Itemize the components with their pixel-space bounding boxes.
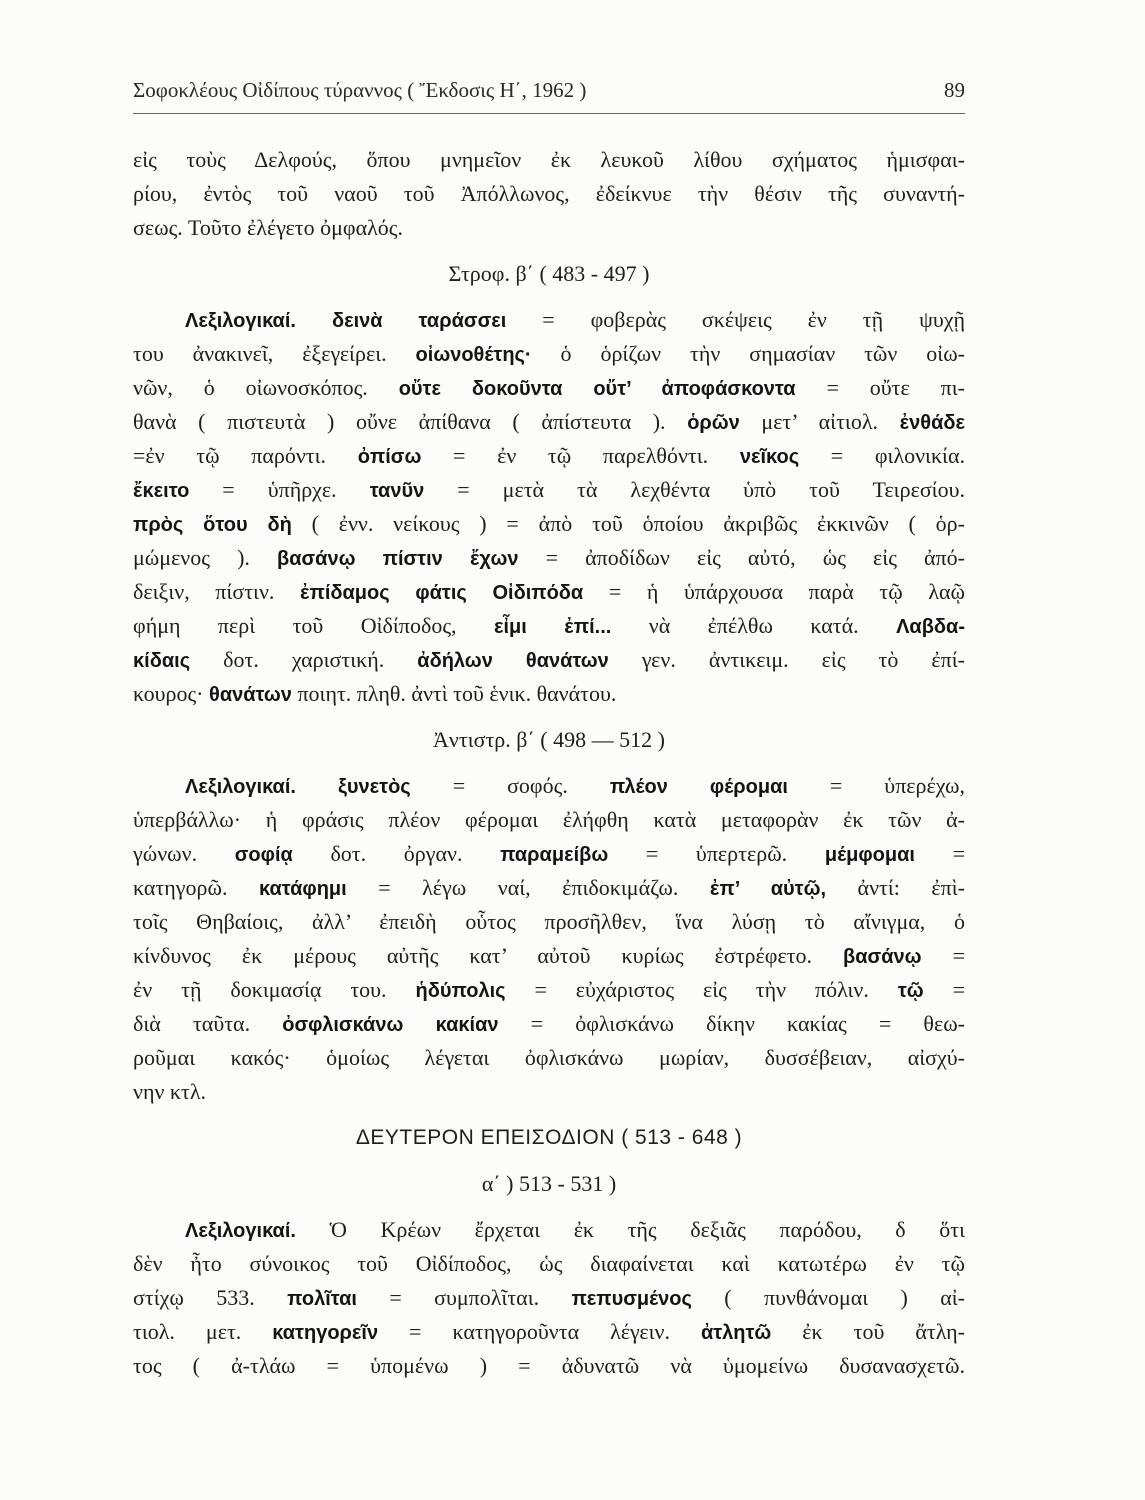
text-line (133, 609, 965, 643)
text-line (133, 643, 965, 677)
text-run: ( πυνθάνομαι ) αἰ- (691, 1285, 965, 1310)
text-run: στίχῳ 533. (133, 1285, 288, 1310)
text-line (133, 473, 965, 507)
text-run: νὰ ἐπέλθω κατά. (611, 613, 897, 638)
bold-term: ἐνθάδε (899, 412, 965, 434)
text-line (133, 871, 965, 905)
text-run: = ἐν τῷ παρελθόντι. (421, 443, 740, 468)
text-line (133, 211, 965, 245)
text-run: = (921, 943, 965, 968)
section-heading: α΄ ) 513 - 531 ) (481, 1171, 617, 1196)
text-run: = ἡ ὑπάρχουσα παρὰ τῷ λαῷ (583, 579, 965, 604)
bold-term: Λαβδα- (896, 616, 965, 638)
text-run: = σοφός. (410, 773, 610, 798)
bold-term: βασάνῳ πίστιν ἔχων (276, 548, 519, 570)
text-line (133, 1315, 965, 1349)
text-line (133, 405, 965, 439)
bold-term: εἶμι ἐπί... (493, 616, 612, 638)
text-run: δειξιν, πίστιν. (133, 579, 301, 604)
text-run: = κατηγοροῦντα λέγειν. (378, 1319, 701, 1344)
text-line (133, 1349, 965, 1383)
text-line (133, 1247, 965, 1281)
text-run: κουρος· (133, 681, 210, 706)
text-run: = (914, 841, 966, 866)
text-line (133, 1281, 965, 1315)
episode-heading: ΔΕΥΤΕΡΟΝ ΕΠΕΙΣΟΔΙΟΝ ( 513 - 648 ) (355, 1126, 743, 1149)
bold-term: κατηγορεῖν (272, 1322, 379, 1344)
bold-term: ὀπίσω (357, 446, 422, 468)
text-run: εἰς τοὺς Δελφούς, ὅπου μνημεῖον ἐκ λευκοῦ λίθου σχήματος ἡμισφαι- (133, 147, 965, 172)
bold-term: παραμείβω (500, 844, 609, 866)
text-run: τιολ. μετ. (133, 1319, 273, 1344)
text-run: μετ’ αἰτιολ. (739, 409, 900, 434)
running-header (133, 78, 965, 114)
bold-term: πολῖται (287, 1288, 357, 1310)
text-run: = οὔτε πι- (795, 375, 965, 400)
text-run: ἀντί: ἐπὶ- (826, 875, 965, 900)
bold-term: πρὸς ὅτου δὴ (133, 514, 292, 536)
bold-term: οἰωνοθέτης· (415, 344, 532, 366)
bold-term: κατάφημι (258, 878, 347, 900)
bold-term: ὀσφλισκάνω κακίαν (282, 1014, 499, 1036)
page-body (133, 143, 965, 1383)
text-run: =ἐν τῷ παρόντι. (133, 443, 358, 468)
text-line (133, 1075, 965, 1109)
text-run: δὲν ἦτο σύνοικος τοῦ Οἰδίποδος, ὡς διαφαίνεται καὶ κατωτέρω ἐν τῷ (133, 1251, 965, 1276)
bold-term: κίδαις (133, 650, 191, 672)
text-run: θανὰ ( πιστευτὰ ) οὔνε ἀπίθανα ( ἀπίστευτα ). (133, 409, 688, 434)
text-line (133, 939, 965, 973)
text-run: δοτ. χαριστική. (190, 647, 418, 672)
text-line (133, 677, 965, 711)
running-title: Σοφοκλέους Οἰδίπους τύραννος ( Ἔκδοσις Η΄, 1962 ) (133, 78, 587, 102)
text-run: του ἀνακινεῖ, ἐξεγείρει. (133, 341, 416, 366)
text-run: ὁ ὁρίζων τὴν σημασίαν τῶν οἰω- (531, 341, 965, 366)
text-line (133, 1041, 965, 1075)
text-run: ροῦμαι κακός· ὁμοίως λέγεται ὀφλισκάνω μωρίαν, δυσσέβειαν, αἰσχύ- (133, 1045, 965, 1070)
text-run: = ἀποδίδων εἰς αὐτό, ὡς εἰς ἀπό- (518, 545, 965, 570)
text-line (133, 575, 965, 609)
text-line (133, 303, 965, 337)
text-run: = ὀφλισκάνω δίκην κακίας = θεω- (498, 1011, 965, 1036)
text-run: Ὁ Κρέων ἔρχεται ἐκ τῆς δεξιᾶς παρόδου, δ ὅτι (295, 1217, 965, 1242)
text-run: διὰ ταῦτα. (133, 1011, 283, 1036)
text-run: = μετὰ τὰ λεχθέντα ὑπὸ τοῦ Τειρεσίου. (424, 477, 965, 502)
bold-term: πεπυσμένος (571, 1288, 692, 1310)
text-run: = (923, 977, 965, 1002)
bold-term: νεῖκος (739, 446, 800, 468)
text-run: κίνδυνος ἐκ μέρους αὐτῆς κατ’ αὐτοῦ κυρίως ἐστρέφετο. (133, 943, 844, 968)
text-run: κατηγορῶ. (133, 875, 259, 900)
bold-term: Λεξιλογικαί. (185, 1220, 296, 1242)
text-run: = φοβερὰς σκέψεις ἐν τῇ ψυχῇ (506, 307, 966, 332)
text-run: νην κτλ. (133, 1079, 206, 1104)
text-run: γώνων. (133, 841, 235, 866)
bold-term: ἡδύπολις (415, 980, 506, 1002)
text-line (133, 837, 965, 871)
bold-term: σοφίᾳ (234, 844, 293, 866)
bold-term: μέμφομαι (824, 844, 915, 866)
text-run: ποιητ. πληθ. ἀντὶ τοῦ ἑνικ. θανάτου. (291, 681, 617, 706)
text-line (133, 371, 965, 405)
bold-term: θανάτων (209, 684, 292, 706)
text-line (133, 1213, 965, 1247)
text-run: = εὐχάριστος εἰς τὴν πόλιν. (505, 977, 898, 1002)
bold-term: ὁρῶν (687, 412, 740, 434)
text-run: ἐν τῇ δοκιμασίᾳ του. (133, 977, 416, 1002)
text-run: φήμη περὶ τοῦ Οἰδίποδος, (133, 613, 494, 638)
bold-term: Λεξιλογικαί. ξυνετὸς (185, 776, 411, 798)
text-run: = ὑπερέχω, (787, 773, 966, 798)
page-number: 89 (944, 78, 965, 102)
text-run: δοτ. ὀργαν. (292, 841, 501, 866)
text-run: = ὑπερτερῶ. (608, 841, 825, 866)
text-run: μώμενος ). (133, 545, 277, 570)
text-run: = συμπολῖται. (356, 1285, 572, 1310)
bold-term: τῷ (897, 980, 924, 1002)
text-run: ἐκ τοῦ ἄτλη- (771, 1319, 965, 1344)
text-run: = φιλονικία. (799, 443, 966, 468)
text-run: ( ἐνν. νείκους ) = ἀπὸ τοῦ ὁποίου ἀκριβῶς ἐκκινῶν ( ὁρ- (291, 511, 965, 536)
text-line (133, 143, 965, 177)
text-run: ὑπερβάλλω· ἡ φράσις πλέον φέρομαι ἐλήφθη κατὰ μεταφορὰν ἐκ τῶν ἀ- (133, 807, 965, 832)
section-heading: Στροφ. β΄ ( 483 - 497 ) (448, 261, 650, 286)
bold-term: Λεξιλογικαί. δεινὰ ταράσσει (185, 310, 507, 332)
text-run: γεν. ἀντικειμ. εἰς τὸ ἐπί- (608, 647, 966, 672)
text-line (133, 507, 965, 541)
text-line (133, 973, 965, 1007)
text-run: τοῖς Θηβαίοις, ἀλλ’ ἐπειδὴ οὗτος προσῆλθεν, ἵνα λύσῃ τὸ αἴνιγμα, ὁ (133, 909, 965, 934)
text-run: = ὑπῆρχε. (189, 477, 370, 502)
text-line (133, 803, 965, 837)
text-run: ρίου, ἐντὸς τοῦ ναοῦ τοῦ Ἀπόλλωνος, ἐδείκνυε τὴν θέσιν τῆς συναντή- (133, 181, 965, 206)
bold-term: τανῦν (369, 480, 425, 502)
bold-term: βασάνῳ (843, 946, 922, 968)
text-line (133, 905, 965, 939)
bold-term: ἐπίδαμος φάτις Οἰδιπόδα (300, 582, 584, 604)
text-run: = λέγω ναί, ἐπιδοκιμάζω. (346, 875, 710, 900)
text-line (133, 439, 965, 473)
text-run: σεως. Τοῦτο ἐλέγετο ὀμφαλός. (133, 215, 404, 240)
text-run: νῶν, ὁ οἰωνοσκόπος. (133, 375, 399, 400)
text-line (133, 177, 965, 211)
text-line (133, 337, 965, 371)
bold-term: ἐπ’ αὐτῷ, (709, 878, 827, 900)
bold-term: ἔκειτο (133, 480, 190, 502)
bold-term: ἀδήλων θανάτων (417, 650, 609, 672)
bold-term: πλέον φέρομαι (609, 776, 788, 798)
bold-term: οὔτε δοκοῦντα οὔτ’ ἀποφάσκοντα (398, 378, 796, 400)
section-heading: Ἀντιστρ. β΄ ( 498 — 512 ) (433, 727, 665, 752)
text-line (133, 1007, 965, 1041)
text-line (133, 541, 965, 575)
text-line (133, 769, 965, 803)
bold-term: ἀτλητῶ (700, 1322, 772, 1344)
text-run: τος ( ἀ-τλάω = ὑπομένω ) = ἀδυνατῶ νὰ ὑμομείνω δυσανασχετῶ. (133, 1353, 965, 1378)
